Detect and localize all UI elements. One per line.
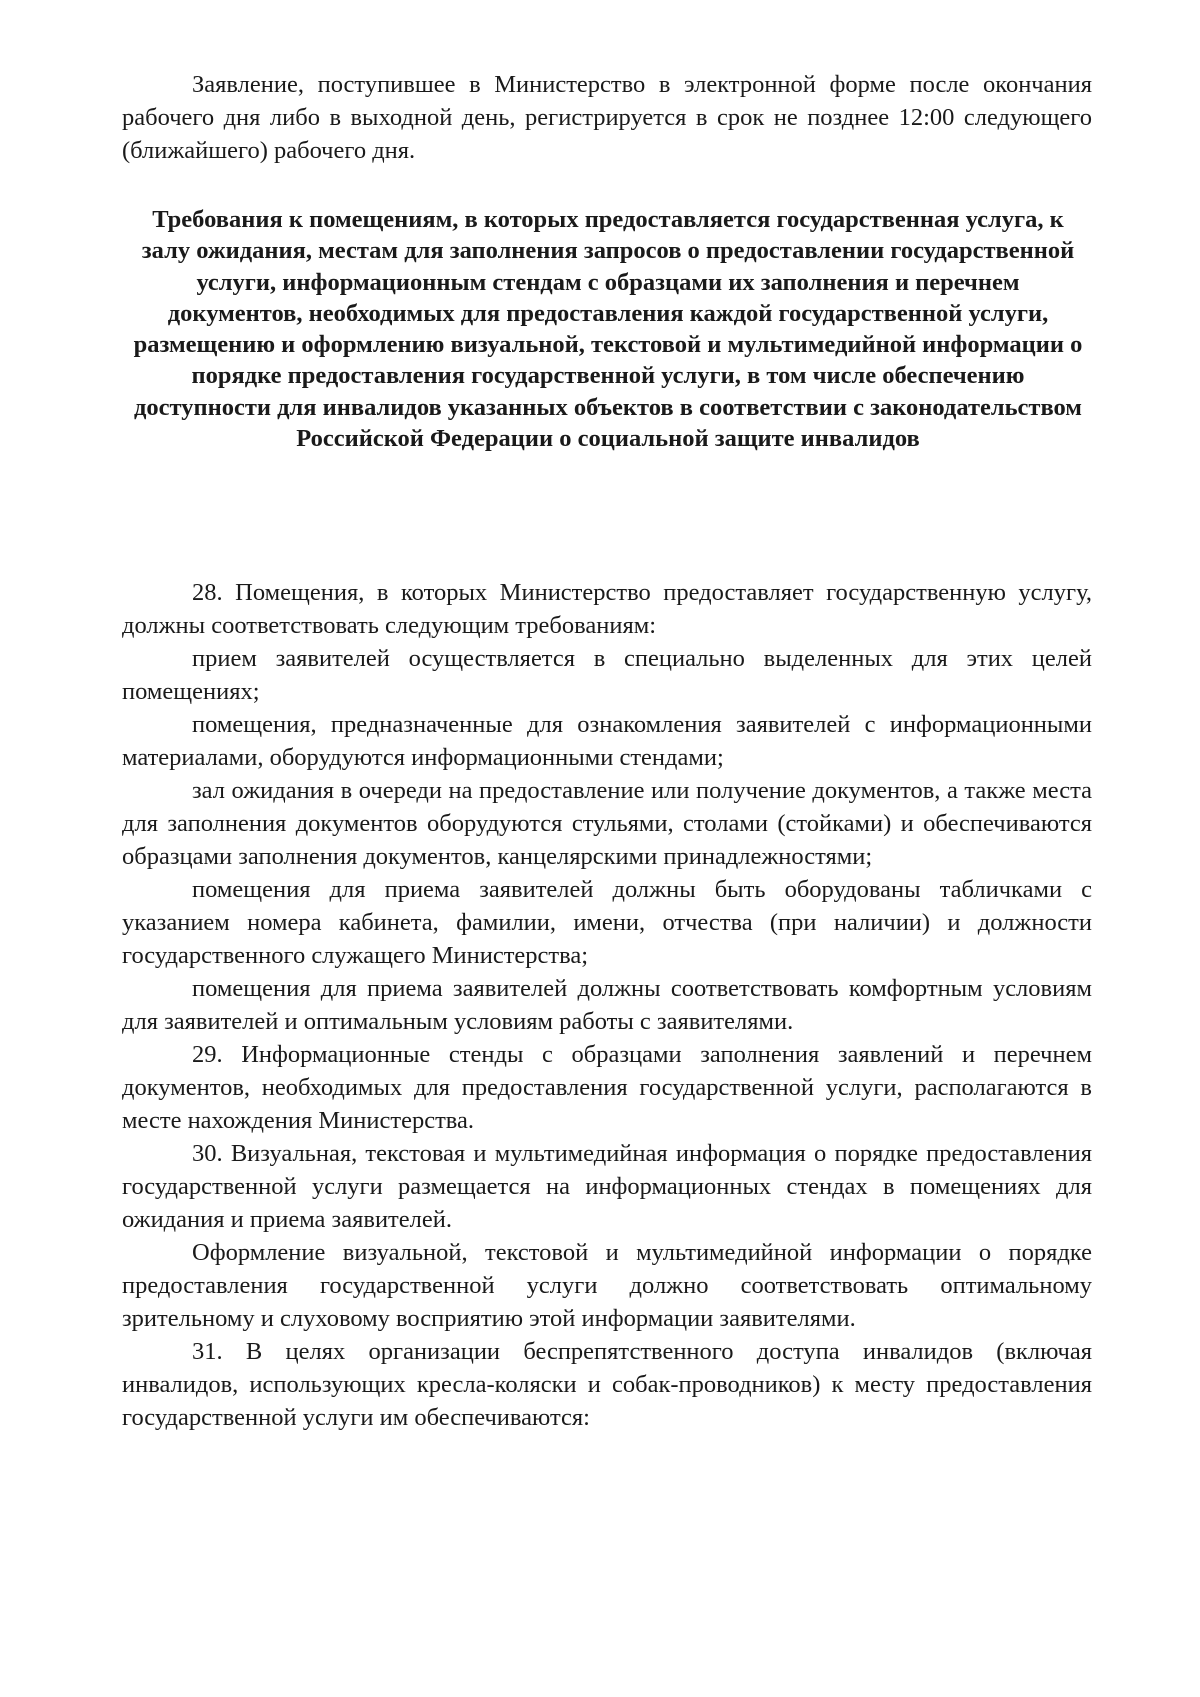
list-item-info-rooms: помещения, предназначенные для ознакомления заявителей с информационными материалами, оборудуются информационными стендами; [122,711,1092,771]
intro-block [122,68,1092,167]
list-item-waiting-hall: зал ожидания в очереди на предоставление или получение документов, а также места для заполнения документов оборудуются стульями, столами (стойками) и обеспечиваются образцами заполнения документов, канцелярскими принадлежностями; [122,777,1092,870]
body-text [122,576,1092,1434]
list-item-reception-rooms: прием заявителей осуществляется в специально выделенных для этих целей помещениях; [122,645,1092,705]
paragraph-30-design: Оформление визуальной, текстовой и мультимедийной информации о порядке предоставления государственной услуги должно соответствовать оптимальному зрительному и слуховому восприятию этой информации заявителями. [122,1239,1092,1332]
paragraph-31: 31. В целях организации беспрепятственного доступа инвалидов (включая инвалидов, использующих кресла-коляски и собак-проводников) к месту предоставления государственной услуги им обеспечиваются: [122,1338,1092,1431]
paragraph-28: 28. Помещения, в которых Министерство предоставляет государственную услугу, должны соответствовать следующим требованиям: [122,579,1092,639]
intro-paragraph: Заявление, поступившее в Министерство в электронной форме после окончания рабочего дня либо в выходной день, регистрируется в срок не позднее 12:00 следующего (ближайшего) рабочего дня. [122,71,1092,164]
list-item-comfort: помещения для приема заявителей должны соответствовать комфортным условиям для заявителей и оптимальным условиям работы с заявителями. [122,975,1092,1035]
paragraph-30: 30. Визуальная, текстовая и мультимедийная информация о порядке предоставления государственной услуги размещается на информационных стендах в помещениях для ожидания и приема заявителей. [122,1140,1092,1233]
section-heading: Требования к помещениям, в которых предоставляется государственная услуга, к залу ожидания, местам для заполнения запросов о предоставлении государственной услуги, информационным стендам с образцами их заполнения и перечнем документов, необходимых для предоставления каждой государственной услуги, размещению и оформлению визуальной, текстовой и мультимедийной информации о порядке предоставления государственной услуги, в том числе обеспечению доступности для инвалидов указанных объектов в соответствии с законодательством Российской Федерации о социальной защите инвалидов [133,206,1083,453]
list-item-door-plates: помещения для приема заявителей должны быть оборудованы табличками с указанием номера кабинета, фамилии, имени, отчества (при наличии) и должности государственного служащего Министерства; [122,876,1092,969]
paragraph-29: 29. Информационные стенды с образцами заполнения заявлений и перечнем документов, необходимых для предоставления государственной услуги, располагаются в месте нахождения Министерства. [122,1041,1092,1134]
